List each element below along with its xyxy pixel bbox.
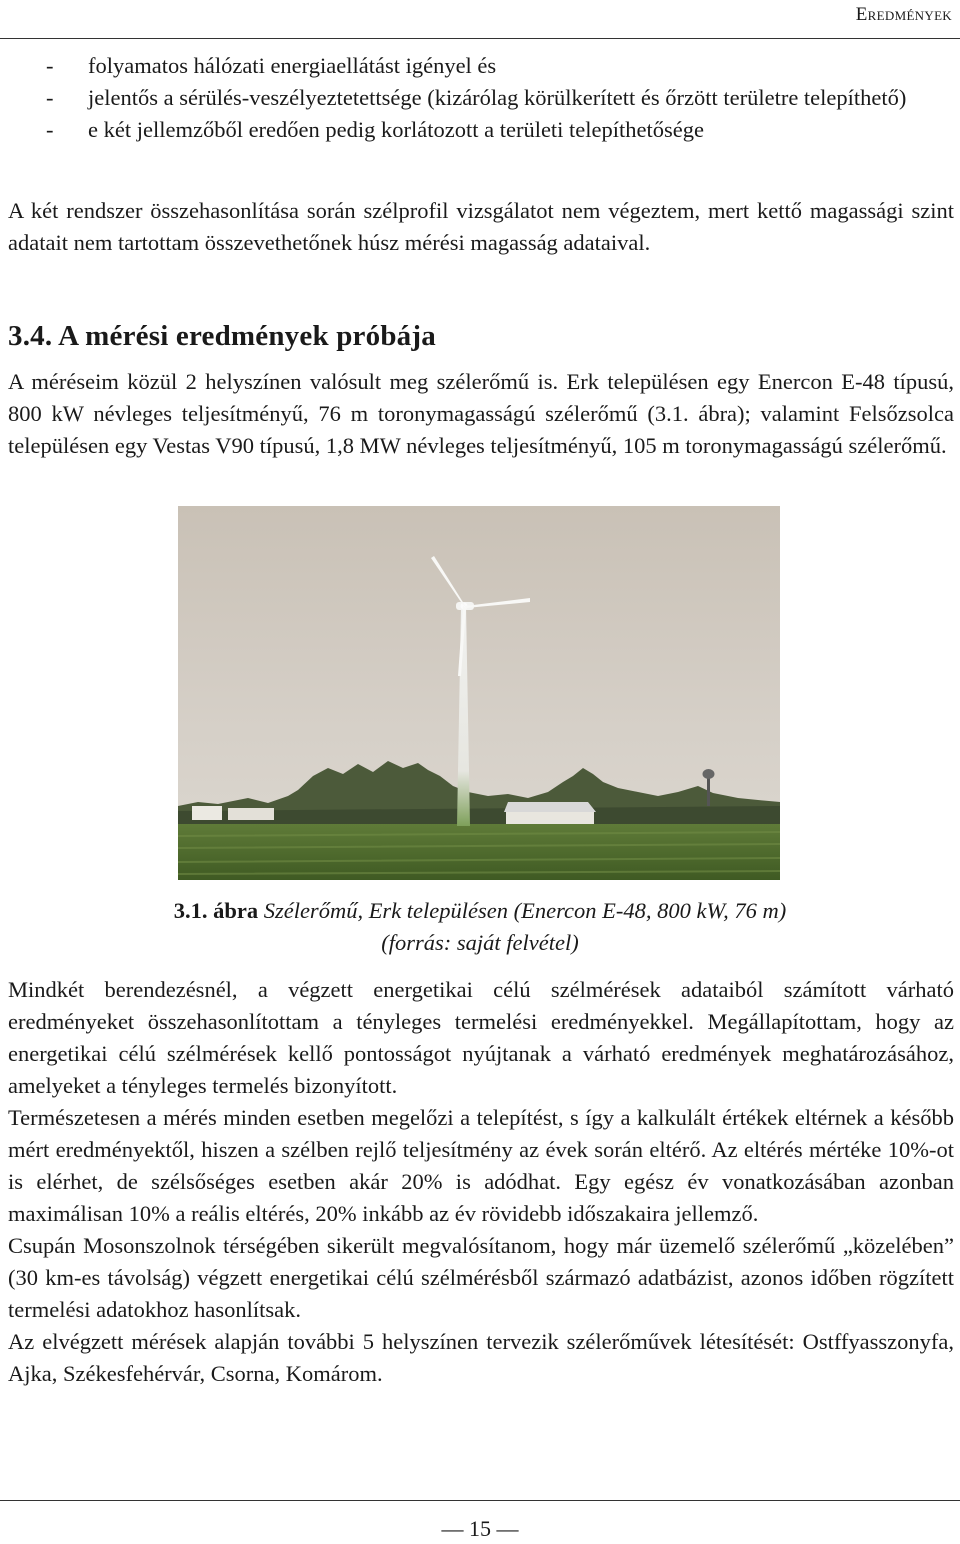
- caption-source: (forrás: saját felvétel): [381, 930, 579, 955]
- wind-turbine-photo: [178, 506, 780, 880]
- bullet-item: [6, 114, 954, 146]
- running-header: Eredmények: [855, 4, 952, 25]
- bullet-item: [6, 82, 954, 114]
- water-tower-tank: [703, 769, 715, 779]
- bullet-item: [6, 50, 954, 82]
- body-paragraph: A két rendszer összehasonlítása során szélprofil vizsgálatot nem végeztem, mert kettő magassági szint adatait nem tartottam összevethetőnek húsz mérési magasság adataival.: [8, 198, 954, 255]
- footer-rule: [0, 1500, 960, 1501]
- caption-label: 3.1. ábra: [173, 898, 259, 923]
- bullet-text: jelentős a sérülés-veszélyeztetettsége (kizárólag körülkerített és őrzött területre telepíthető): [88, 85, 907, 110]
- farm-building: [192, 806, 222, 820]
- header-rule: [0, 38, 960, 39]
- body-text-block: [8, 974, 954, 1390]
- body-paragraph: Mindkét berendezésnél, a végzett energetikai célú szélmérések adataiból számított várható eredményeket összehasonlítottam a tényleges termelési eredményekkel. Megállapítottam, hogy az energetikai célú szélmérések kellő pontosságot nyújtanak a várható eredmények meghatározásához, amelyeket a tényleges termelés bizonyított.: [8, 977, 954, 1098]
- caption-text: Szélerőmű, Erk településen (Enercon E-48, 800 kW, 76 m): [263, 898, 787, 923]
- body-paragraph: Csupán Mosonszolnok térségében sikerült megvalósítanom, hogy már üzemelő szélerőmű „közelében” (30 km-es távolság) végzett energetikai célú szélmérésből származó adatbázist, azonos időben rögzített termelési adatokhoz hasonlítsak.: [8, 1233, 954, 1322]
- bullet-dash: -: [46, 85, 54, 110]
- bullet-list: [6, 50, 954, 146]
- bullet-text: e két jellemzőből eredően pedig korlátozott a területi telepíthetősége: [88, 117, 705, 142]
- body-paragraph: Természetesen a mérés minden esetben megelőzi a telepítést, s így a kalkulált értékek eltérnek a később mért eredményektől, hiszen a szélben rejlő teljesítmény az évek során eltérő. Az eltérés mértéke 10%-ot is elérhet, de szélsőséges esetben akár 20% is adódhat. Egy egész év vonatkozásában azonban maximálisan 10% a reális eltérés, 20% inkább az év rövidebb időszakaira jellemző.: [8, 1105, 954, 1226]
- bullet-dash: -: [46, 53, 54, 78]
- figure-caption: [0, 895, 960, 959]
- farm-building: [228, 808, 274, 820]
- bullet-text: folyamatos hálózati energiaellátást igényel és: [88, 53, 497, 78]
- barn: [506, 812, 594, 826]
- body-paragraph: A méréseim közül 2 helyszínen valósult meg szélerőmű is. Erk településen egy Enercon E-48 típusú, 800 kW névleges teljesítményű, 76 m toronymagasságú szélerőmű (3.1. ábra); valamint Felsőzsolca településen egy Vestas V90 típusú, 1,8 MW névleges teljesítményű, 105 m toronymagasságú szélerőmű.: [8, 369, 954, 458]
- barn-roof: [504, 802, 596, 812]
- bullet-dash: -: [46, 117, 54, 142]
- section-heading: 3.4. A mérési eredmények próbája: [8, 320, 436, 352]
- water-tower-stem: [707, 776, 710, 806]
- page-number: — 15 —: [441, 1516, 519, 1541]
- body-paragraph: Az elvégzett mérések alapján további 5 helyszínen tervezik szélerőművek létesítését: Ostffyasszonyfa, Ajka, Székesfehérvár, Csorna, Komárom.: [8, 1329, 954, 1386]
